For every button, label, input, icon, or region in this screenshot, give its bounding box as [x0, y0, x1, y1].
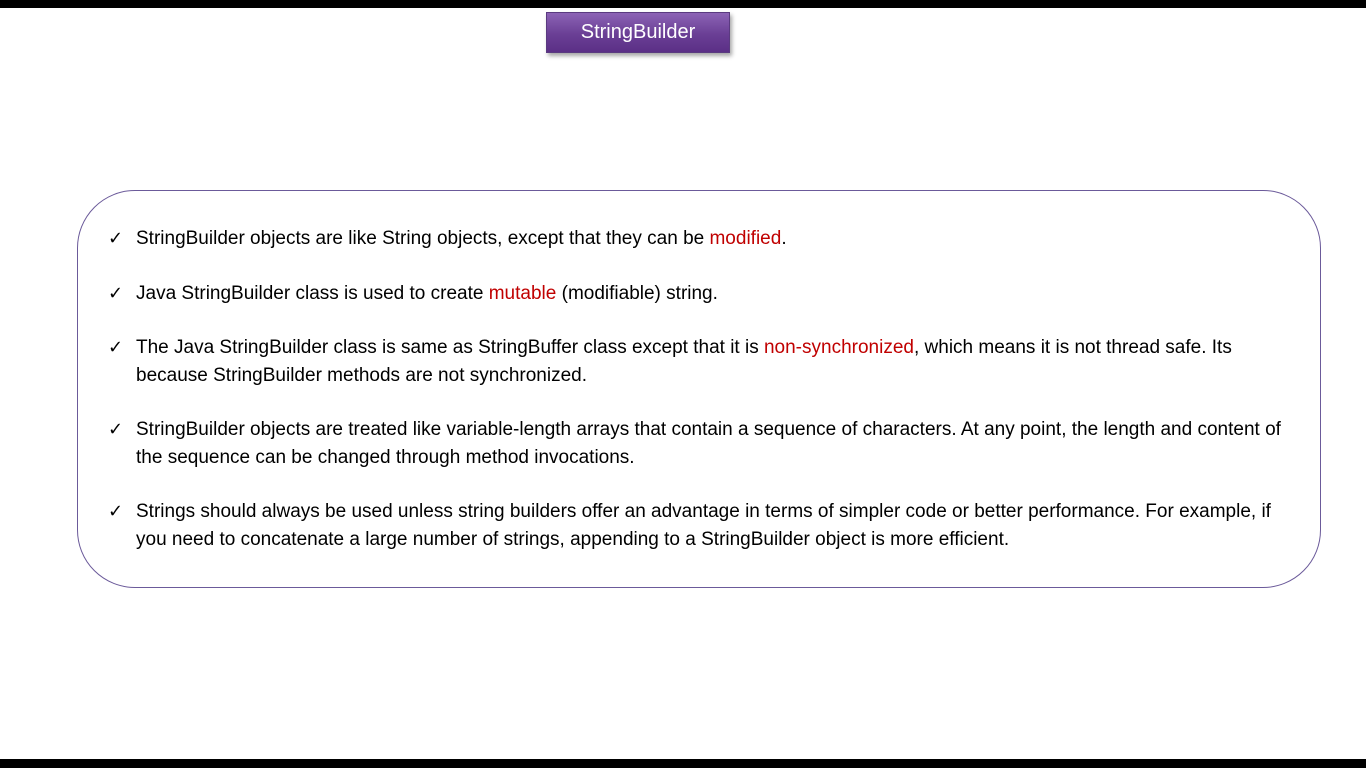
bottom-border-bar [0, 759, 1366, 768]
bullet-highlight: modified [709, 228, 782, 249]
bullet-highlight: non-synchronized [763, 337, 914, 358]
bullet-item [108, 416, 1288, 471]
top-border-bar [0, 0, 1366, 8]
check-icon: ✓ [108, 228, 124, 248]
bullet-list [108, 225, 1288, 580]
bullet-text: Java StringBuilder class is used to create [136, 282, 489, 304]
check-icon: ✓ [108, 282, 124, 303]
bullet-item [108, 334, 1288, 389]
slide-title [546, 12, 730, 53]
bullet-text-after: , which means it is not thread safe. Its because StringBuilder methods are not synchronized. [136, 337, 1232, 386]
check-icon: ✓ [108, 337, 124, 357]
bullet-highlight: mutable [488, 282, 557, 304]
bullet-item [108, 225, 1288, 253]
bullet-text-after: . [781, 228, 787, 249]
bullet-text: StringBuilder objects are like String objects, except that they can be [136, 228, 710, 249]
bullet-item [108, 498, 1288, 553]
bullet-item [108, 280, 1288, 308]
check-icon: ✓ [108, 419, 124, 439]
bullet-text: Strings should always be used unless string builders offer an advantage in terms of simpler code or better performance. For example, if you need to concatenate a large number of strings, appending to a StringBuilder object is more efficient. [136, 501, 1271, 550]
bullet-text: The Java StringBuilder class is same as StringBuffer class except that it is [136, 337, 764, 358]
bullet-text-after: (modifiable) string. [556, 282, 718, 304]
check-icon: ✓ [108, 501, 124, 521]
slide-title-text: StringBuilder [580, 21, 696, 43]
bullet-text: StringBuilder objects are treated like variable-length arrays that contain a sequence of characters. At any point, the length and content of the sequence can be changed through method invocations. [136, 419, 1281, 468]
